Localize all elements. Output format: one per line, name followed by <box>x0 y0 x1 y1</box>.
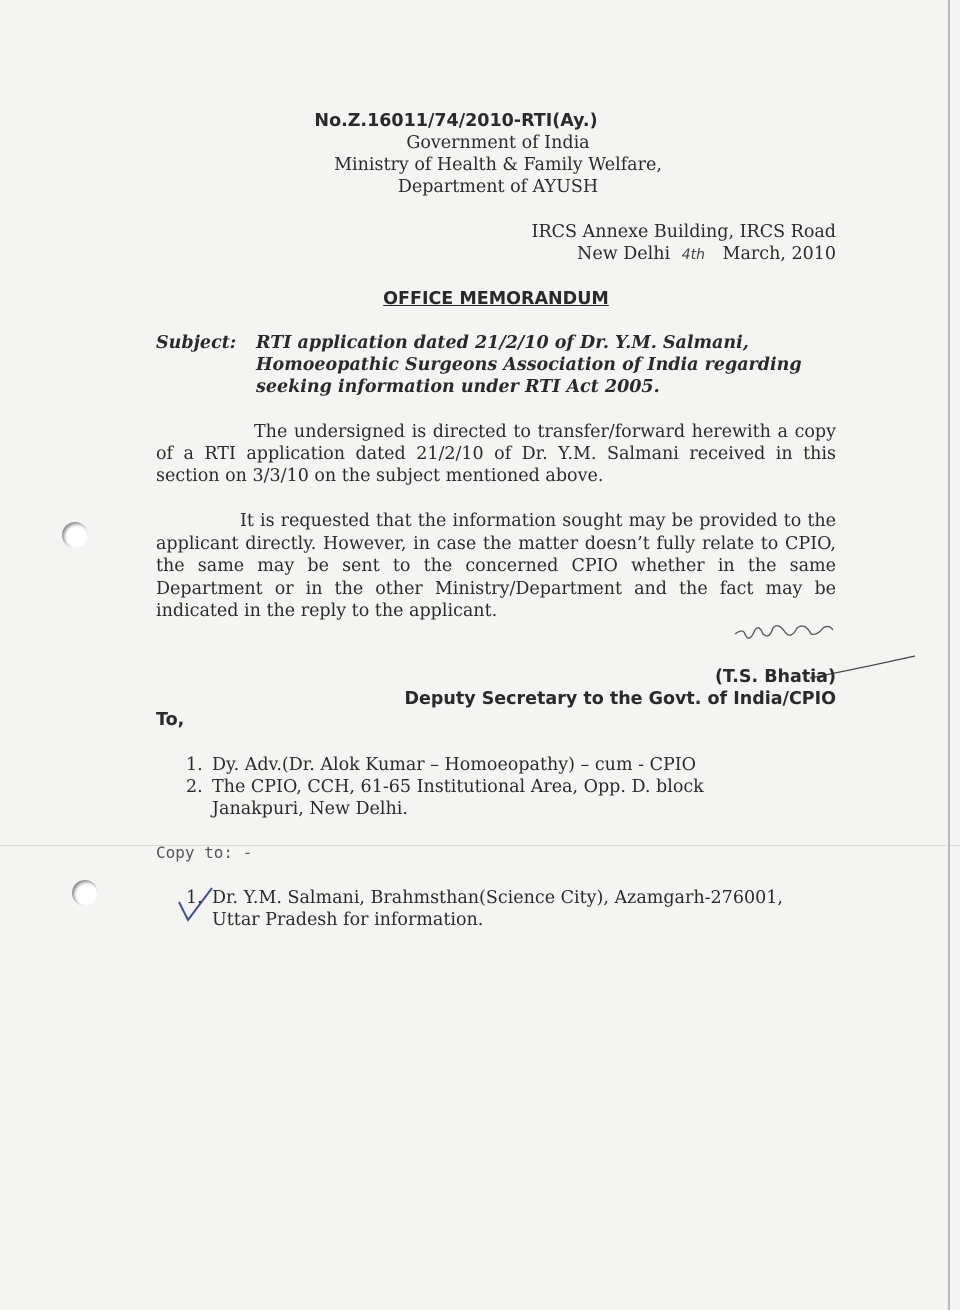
copy-item-1-line-1: Dr. Y.M. Salmani, Brahmsthan(Science City), Azamgarh-276001, <box>212 888 783 908</box>
city: New Delhi <box>577 244 671 264</box>
to-item-2-num: 2. <box>186 777 203 797</box>
signatory-designation: Deputy Secretary to the Govt. of India/CPIO <box>404 689 836 709</box>
to-label: To, <box>156 710 185 730</box>
address-line: IRCS Annexe Building, IRCS Road <box>531 222 836 242</box>
subject-label: Subject: <box>156 333 237 353</box>
department-line: Department of AYUSH <box>397 177 599 197</box>
paragraph-2: It is requested that the information sought may be provided to the applicant directly. However, in case the matter doesn’t fully relate to CPIO, the same may be sent to the concerned CPIO whether in the same Department or in the other Ministry/Department and the fact may be indicated in the reply to the applicant. <box>156 511 836 621</box>
punch-hole-bottom <box>72 880 98 906</box>
paragraph-1: The undersigned is directed to transfer/forward herewith a copy of a RTI application dated 21/2/10 of Dr. Y.M. Salmani received in this section on 3/3/10 on the subject mentioned above. <box>156 422 836 486</box>
file-number: No.Z.16011/74/2010-RTI(Ay.) <box>314 111 598 131</box>
signatory-name: (T.S. Bhatia) <box>714 667 836 687</box>
date-line <box>480 243 836 266</box>
gov-line: Government of India <box>406 133 590 153</box>
to-item-1-num: 1. <box>186 755 203 775</box>
fold-line <box>0 845 960 846</box>
ministry-line: Ministry of Health & Family Welfare, <box>334 155 662 175</box>
handwritten-date: 4th <box>681 247 705 263</box>
subject-line-1: RTI application dated 21/2/10 of Dr. Y.M. Salmani, <box>256 333 749 353</box>
memo-title <box>16 288 960 310</box>
subject-line-2: Homoeopathic Surgeons Association of India regarding <box>256 355 802 375</box>
to-item-1-line-1: Dy. Adv.(Dr. Alok Kumar – Homoeopathy) – cum - CPIO <box>212 755 697 775</box>
copy-label: Copy to: - <box>156 843 253 862</box>
copy-item-1-line-2: Uttar Pradesh for information. <box>212 910 484 930</box>
to-item-2-line-2: Janakpuri, New Delhi. <box>212 799 408 819</box>
punch-hole-top <box>62 522 88 548</box>
month-year: March, 2010 <box>722 244 836 264</box>
to-item-2-line-1: The CPIO, CCH, 61-65 Institutional Area, Opp. D. block <box>212 777 704 797</box>
memo-title-text: OFFICE MEMORANDUM <box>383 289 609 309</box>
subject-line-3: seeking information under RTI Act 2005. <box>256 377 660 397</box>
copy-item-1-num: 1. <box>186 888 203 908</box>
